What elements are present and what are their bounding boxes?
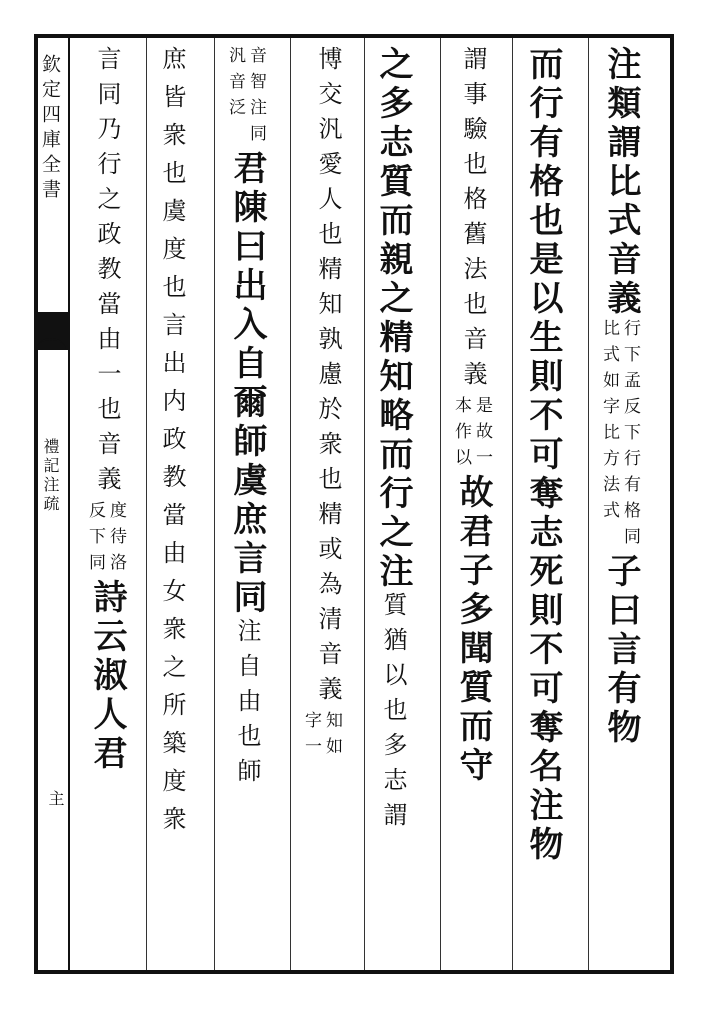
commentary-line: 本作以 <box>451 396 471 474</box>
margin-divider <box>68 34 70 974</box>
commentary-pair <box>226 46 264 150</box>
commentary-pair <box>600 319 638 553</box>
column-rule <box>364 38 365 970</box>
commentary-line: 度待洛 <box>106 501 126 579</box>
text-column-3 <box>451 46 493 786</box>
text-column-6 <box>225 46 267 793</box>
commentary-text: 言同乃行之政教當由一也音義 <box>93 46 121 501</box>
commentary-text: 質猶以也多志謂 <box>379 592 407 837</box>
commentary-line: 字一 <box>301 711 321 763</box>
commentary-line: 反下同 <box>85 501 105 579</box>
margin-section-title: 禮記注疏 <box>41 438 60 514</box>
text-column-1 <box>599 46 641 748</box>
margin-page-number: 主 <box>46 790 65 806</box>
column-rule <box>290 38 291 970</box>
column-rule <box>440 38 441 970</box>
commentary-text: 庶皆衆也虞度也言出内政教當由女衆之所築度衆 <box>158 46 186 844</box>
main-text: 之多志質而親之精知略而行之注 <box>373 46 413 592</box>
fishtail-arc <box>36 338 66 362</box>
column-rule <box>588 38 589 970</box>
text-column-2 <box>523 46 563 865</box>
commentary-line: 知如 <box>322 711 342 763</box>
commentary-pair <box>302 711 340 763</box>
commentary-text: 注自由也師 <box>233 618 261 793</box>
text-column-7 <box>160 46 184 844</box>
main-text: 注類謂比式音義 <box>601 46 641 319</box>
main-text: 而行有格也是以生則不可奪志死則不可奪名注物 <box>523 46 563 865</box>
column-rule <box>512 38 513 970</box>
commentary-line: 音智注同 <box>246 46 266 150</box>
commentary-line: 行下孟反下行有格同 <box>620 319 640 553</box>
commentary-text: 謂事驗也格舊法也音義 <box>459 46 487 396</box>
column-rule <box>214 38 215 970</box>
text-column-4 <box>373 46 413 837</box>
commentary-line: 比式如字比方法式 <box>599 319 619 527</box>
margin-book-title: 欽定四庫全書 <box>39 54 61 204</box>
main-text: 故君子多聞質而守 <box>453 474 493 786</box>
main-text: 君陳曰出入自爾師虞庶言同 <box>227 150 267 618</box>
main-text: 子曰言有物 <box>601 553 641 748</box>
commentary-pair <box>452 396 490 474</box>
page-border <box>34 34 674 974</box>
commentary-pair <box>86 501 124 579</box>
text-column-5 <box>302 46 340 763</box>
commentary-text: 博交汎愛人也精知孰慮於衆也精或為清音義 <box>314 46 342 711</box>
commentary-line: 是故一 <box>472 396 492 474</box>
column-rule <box>146 38 147 970</box>
text-column-8 <box>85 46 127 774</box>
commentary-line: 汎音泛 <box>225 46 245 124</box>
main-text: 詩云淑人君 <box>87 579 127 774</box>
